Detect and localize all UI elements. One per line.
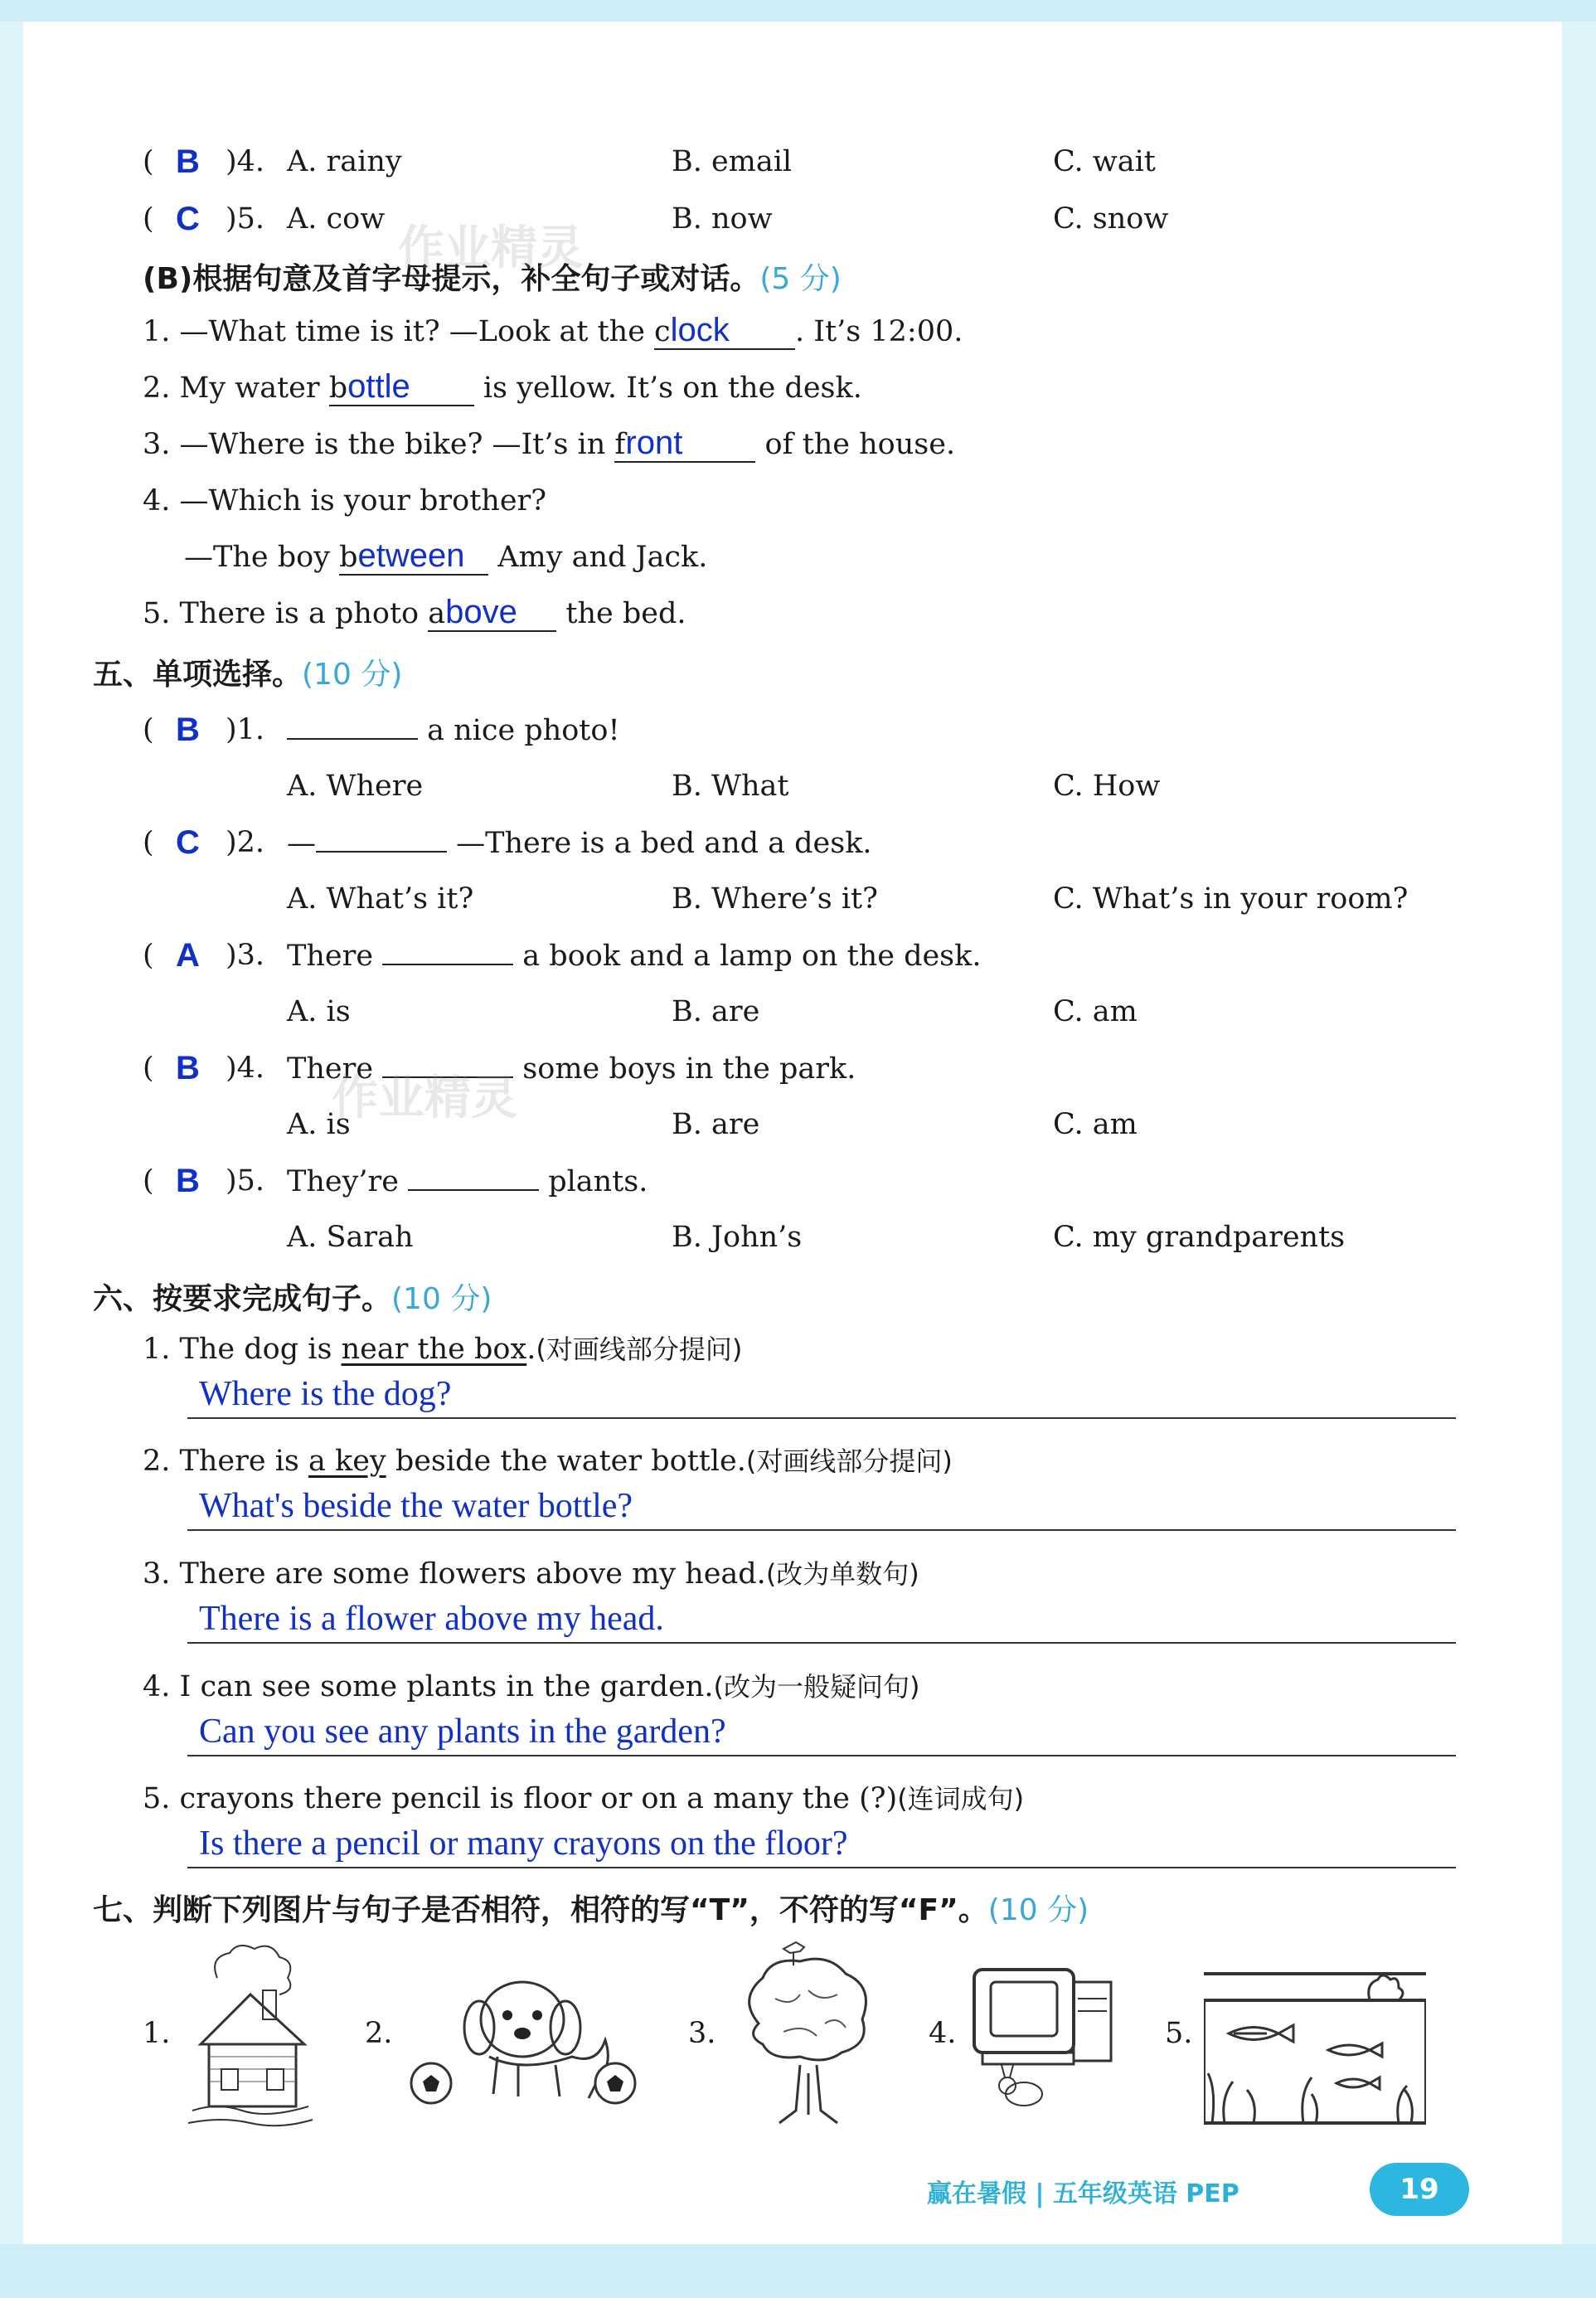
open-paren: ( bbox=[143, 1164, 154, 1198]
fill-in-blank bbox=[428, 595, 556, 632]
option-c: C. How bbox=[1053, 770, 1161, 803]
option-b: B. are bbox=[672, 995, 760, 1028]
option-a: A. is bbox=[287, 995, 351, 1028]
option-a: A. Where bbox=[287, 770, 424, 803]
stem-prefix: They’re bbox=[287, 1165, 409, 1198]
section-5-score: (10 分) bbox=[302, 658, 403, 692]
fill-in-answer: etween bbox=[357, 537, 465, 574]
first-letter-hint: a bbox=[428, 597, 446, 630]
first-letter-hint: b bbox=[339, 541, 358, 574]
option-c: C. What’s in your room? bbox=[1053, 882, 1409, 916]
open-paren: ( bbox=[143, 939, 154, 972]
section-6-title bbox=[93, 1275, 492, 1318]
instruction-note: (改为单数句) bbox=[765, 1558, 919, 1590]
fish-tank-picture bbox=[1204, 1967, 1426, 2125]
sentence-question bbox=[143, 1556, 919, 1592]
house-picture bbox=[184, 1945, 317, 2131]
option-a: A. is bbox=[287, 1108, 351, 1141]
tree-with-bird-picture bbox=[734, 1932, 883, 2135]
question-text: There are some flowers above my head. bbox=[179, 1557, 766, 1591]
written-answer: Can you see any plants in the garden? bbox=[199, 1713, 726, 1751]
fill-in-blank bbox=[654, 313, 795, 350]
sentence-question bbox=[143, 1331, 742, 1368]
open-paren: ( bbox=[143, 826, 154, 859]
written-answer: What's beside the water bottle? bbox=[199, 1487, 633, 1525]
question-number: )4. bbox=[226, 1052, 265, 1085]
stem-suffix: a book and a lamp on the desk. bbox=[513, 940, 982, 973]
option-c: C. snow bbox=[1053, 202, 1169, 236]
option-b: B. What bbox=[672, 770, 789, 803]
option-c: C. am bbox=[1053, 995, 1138, 1028]
picture-label-1: 1. bbox=[143, 2017, 171, 2050]
answer-blank bbox=[408, 1161, 539, 1191]
option-b: B. John’s bbox=[672, 1221, 803, 1254]
question-stem bbox=[287, 710, 620, 749]
watermark-1: 作业精灵 bbox=[398, 221, 584, 275]
question-number: )5. bbox=[226, 202, 265, 236]
open-paren: ( bbox=[143, 1052, 154, 1085]
fill-in-suffix: is yellow. It’s on the desk. bbox=[473, 372, 862, 405]
answer-line bbox=[187, 1755, 1456, 1756]
fill-in-blank bbox=[614, 426, 755, 463]
stem-prefix: There bbox=[287, 1052, 383, 1086]
stem-suffix: plants. bbox=[539, 1165, 648, 1198]
part-b-title-text: (B)根据句意及首字母提示，补全句子或对话。 bbox=[143, 262, 760, 296]
answer-letter: B bbox=[176, 712, 200, 748]
question-number: )3. bbox=[226, 939, 265, 972]
footer-book-tag: 赢在暑假 | 五年级英语 PEP bbox=[927, 2179, 1239, 2208]
fill-in-prefix: 2. My water bbox=[143, 372, 329, 405]
option-c: C. wait bbox=[1053, 145, 1156, 178]
sentence-question bbox=[143, 1669, 919, 1705]
written-answer: There is a flower above my head. bbox=[199, 1600, 664, 1638]
picture-label-3: 3. bbox=[688, 2017, 716, 2050]
open-paren: ( bbox=[143, 202, 154, 236]
answer-line bbox=[187, 1417, 1456, 1419]
fill-in-suffix: . It’s 12:00. bbox=[795, 315, 963, 348]
option-b: B. are bbox=[672, 1108, 760, 1141]
fill-in-suffix: of the house. bbox=[755, 428, 956, 461]
section-5-title-text: 五、单项选择。 bbox=[93, 658, 303, 692]
answer-letter: B bbox=[176, 1163, 200, 1199]
stem-suffix: a nice photo! bbox=[418, 714, 620, 747]
fill-in-prefix: —The boy bbox=[184, 541, 340, 574]
option-b: B. email bbox=[672, 145, 793, 178]
section-7-title bbox=[93, 1887, 1089, 1929]
fill-in-item bbox=[143, 426, 955, 463]
fill-in-answer: ottle bbox=[347, 368, 410, 405]
instruction-note: (改为一般疑问句) bbox=[713, 1671, 920, 1703]
open-paren: ( bbox=[143, 713, 154, 746]
option-c: C. am bbox=[1053, 1108, 1138, 1141]
question-number: 5. bbox=[143, 1782, 171, 1815]
question-number: 1. bbox=[143, 1333, 171, 1366]
watermark-2: 作业精灵 bbox=[332, 1071, 517, 1125]
fill-in-suffix: the bed. bbox=[556, 597, 686, 630]
option-c: C. my grandparents bbox=[1053, 1221, 1346, 1254]
underlined-part: near the box bbox=[341, 1333, 527, 1366]
written-answer: Is there a pencil or many crayons on the floor? bbox=[199, 1824, 848, 1863]
top-stripe bbox=[0, 0, 1596, 22]
picture-label-2: 2. bbox=[365, 2017, 393, 2050]
stem-suffix: some boys in the park. bbox=[513, 1052, 856, 1086]
sentence-question bbox=[143, 1443, 953, 1479]
question-number: )5. bbox=[226, 1164, 265, 1198]
fill-in-prefix: 4. —Which is your brother? bbox=[143, 484, 547, 517]
answer-line bbox=[187, 1867, 1456, 1868]
answer-blank bbox=[287, 710, 418, 740]
question-number: )2. bbox=[226, 826, 265, 859]
question-text-end: beside the water bottle. bbox=[386, 1445, 746, 1478]
question-text: crayons there pencil is floor or on a many the (?) bbox=[179, 1782, 898, 1815]
open-paren: ( bbox=[143, 145, 154, 178]
answer-line bbox=[187, 1642, 1456, 1644]
fill-in-item bbox=[143, 595, 686, 632]
section-6-title-text: 六、按要求完成句子。 bbox=[93, 1282, 392, 1316]
page-number-badge: 19 bbox=[1370, 2163, 1469, 2216]
fill-in-suffix: Amy and Jack. bbox=[488, 541, 708, 574]
picture-label-4: 4. bbox=[929, 2017, 957, 2050]
question-stem bbox=[287, 823, 872, 862]
question-text: There is bbox=[179, 1445, 308, 1478]
first-letter-hint: f bbox=[614, 428, 626, 461]
section-6-score: (10 分) bbox=[391, 1282, 492, 1316]
question-number: 2. bbox=[143, 1445, 171, 1478]
stem-prefix: There bbox=[287, 940, 383, 973]
answer-letter: B bbox=[176, 143, 200, 180]
answer-blank bbox=[316, 823, 447, 853]
stem-suffix: —There is a bed and a desk. bbox=[447, 827, 872, 860]
option-b: B. now bbox=[672, 202, 773, 236]
question-number: )4. bbox=[226, 145, 265, 178]
section-5-title bbox=[93, 651, 402, 693]
answer-letter: C bbox=[176, 201, 200, 237]
fill-in-item bbox=[143, 370, 862, 406]
question-text: I can see some plants in the garden. bbox=[179, 1670, 714, 1703]
answer-letter: B bbox=[176, 1050, 200, 1086]
written-answer: Where is the dog? bbox=[199, 1375, 452, 1413]
fill-in-item bbox=[184, 539, 707, 576]
part-b-score: (5 分) bbox=[759, 262, 842, 296]
computer-with-rabbit-picture bbox=[970, 1961, 1119, 2119]
option-a: A. What’s it? bbox=[287, 882, 474, 916]
instruction-note: (连词成句) bbox=[897, 1783, 1025, 1815]
option-a: A. cow bbox=[287, 202, 386, 236]
question-stem bbox=[287, 935, 981, 974]
section-7-score: (10 分) bbox=[987, 1893, 1089, 1927]
question-text-end: . bbox=[526, 1333, 536, 1366]
question-stem bbox=[287, 1161, 648, 1200]
fill-in-answer: ront bbox=[625, 425, 683, 461]
question-number: 3. bbox=[143, 1557, 171, 1591]
question-number: )1. bbox=[226, 713, 265, 746]
fill-in-answer: lock bbox=[670, 312, 730, 348]
fill-in-prefix: 5. There is a photo bbox=[143, 597, 429, 630]
instruction-note: (对画线部分提问) bbox=[745, 1445, 953, 1477]
picture-label-5: 5. bbox=[1165, 2017, 1193, 2050]
answer-blank bbox=[382, 935, 513, 965]
dog-with-balls-picture bbox=[406, 1974, 638, 2106]
option-a: A. Sarah bbox=[287, 1221, 414, 1254]
question-number: 4. bbox=[143, 1670, 171, 1703]
underlined-part: a key bbox=[308, 1445, 386, 1478]
answer-line bbox=[187, 1529, 1456, 1531]
section-7-title-text: 七、判断下列图片与句子是否相符，相符的写“T”，不符的写“F”。 bbox=[93, 1893, 988, 1927]
first-letter-hint: c bbox=[654, 315, 671, 348]
fill-in-item bbox=[143, 483, 546, 519]
instruction-note: (对画线部分提问) bbox=[536, 1334, 743, 1365]
option-a: A. rainy bbox=[287, 145, 402, 178]
fill-in-prefix: 3. —Where is the bike? —It’s in bbox=[143, 428, 615, 461]
option-b: B. Where’s it? bbox=[672, 882, 878, 916]
fill-in-answer: bove bbox=[445, 594, 517, 630]
answer-letter: A bbox=[176, 937, 200, 974]
fill-in-prefix: 1. —What time is it? —Look at the bbox=[143, 315, 655, 348]
first-letter-hint: b bbox=[328, 372, 348, 405]
question-text: The dog is bbox=[179, 1333, 342, 1366]
bottom-stripe bbox=[0, 2244, 1596, 2298]
fill-in-blank bbox=[339, 539, 488, 576]
fill-in-blank bbox=[329, 370, 474, 406]
answer-letter: C bbox=[176, 824, 200, 861]
fill-in-item bbox=[143, 313, 963, 350]
stem-prefix: — bbox=[287, 827, 316, 860]
sentence-question bbox=[143, 1781, 1024, 1817]
